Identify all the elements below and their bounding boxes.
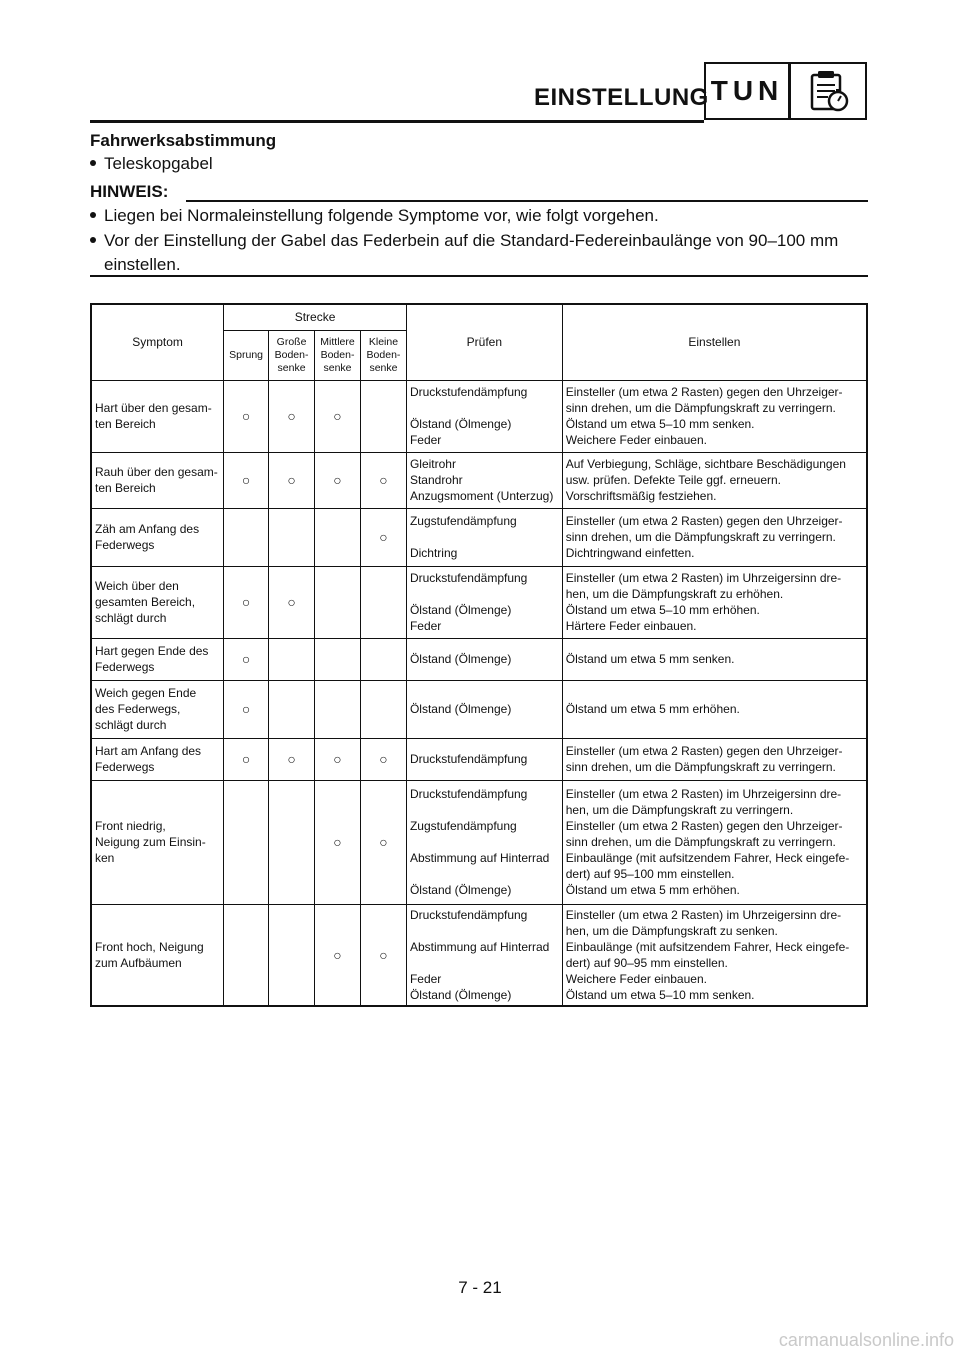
pruefen-cell: Druckstufendämpfung Ölstand (Ölmenge) Feder (406, 566, 562, 638)
symptom-cell: Front niedrig, Neigung zum Einsin- ken (91, 780, 224, 904)
strecke-mark-cell (224, 904, 269, 1006)
pruefen-cell: Ölstand (Ölmenge) (406, 680, 562, 738)
einstellen-cell: Ölstand um etwa 5 mm erhöhen. (562, 680, 867, 738)
strecke-mark-cell (224, 780, 269, 904)
symptom-cell: Weich über den gesamten Bereich, schlägt durch (91, 566, 224, 638)
strecke-mark-cell (224, 452, 269, 508)
strecke-mark-cell (224, 680, 269, 738)
tuning-table (90, 303, 868, 1007)
circle-mark-icon: ○ (379, 529, 388, 545)
circle-mark-icon: ○ (333, 408, 342, 424)
strecke-mark-cell (269, 738, 315, 780)
clipboard-stopwatch-icon-box (789, 62, 867, 120)
strecke-mark-cell (269, 566, 315, 638)
col-header-pruefen: Prüfen (406, 304, 562, 380)
strecke-mark-cell (361, 638, 407, 680)
strecke-mark-cell (224, 380, 269, 452)
strecke-mark-cell (315, 680, 361, 738)
table-row (91, 508, 867, 566)
strecke-mark-cell (315, 380, 361, 452)
symptom-cell: Front hoch, Neigung zum Aufbäumen (91, 904, 224, 1006)
einstellen-cell: Einsteller (um etwa 2 Rasten) im Uhrzeigersinn dre- hen, um die Dämpfungskraft zu verringern. Einsteller (um etwa 2 Rasten) gegen den Uhrzeiger- sinn drehen, um die Dämpfungskraft zu verringern. Einbaulänge (mit aufsitzendem Fahrer, Heck eingefe- dert) auf 95–100 mm einstellen. Ölstand um etwa 5 mm erhöhen. (562, 780, 867, 904)
strecke-mark-cell (269, 508, 315, 566)
circle-mark-icon: ○ (241, 651, 251, 667)
circle-mark-icon: ○ (379, 834, 388, 850)
note-item-text: Vor der Einstellung der Gabel das Federbein auf die Standard-Federeinbaulänge von 90–100 mm (104, 231, 839, 250)
symptom-cell: Hart über den gesam- ten Bereich (91, 380, 224, 452)
einstellen-cell: Ölstand um etwa 5 mm senken. (562, 638, 867, 680)
note-item-continuation: einstellen. (104, 255, 181, 274)
note-item-text: Liegen bei Normaleinstellung folgende Symptome vor, wie folgt vorgehen. (104, 206, 659, 225)
bullet-icon (90, 212, 96, 218)
page-number: 7 - 21 (458, 1278, 502, 1297)
footer-watermark: carmanualsonline.info (778, 1330, 954, 1350)
table-row (91, 780, 867, 904)
table-row (91, 566, 867, 638)
sub-header-grosse: Große Boden- senke (269, 330, 315, 380)
bullet-icon (90, 237, 96, 243)
circle-mark-icon: ○ (287, 408, 296, 424)
circle-mark-icon: ○ (333, 472, 342, 488)
strecke-mark-cell (361, 904, 407, 1006)
section-code: TUN (710, 75, 784, 106)
subtitle: Teleskopgabel (104, 154, 213, 173)
circle-mark-icon: ○ (333, 834, 342, 850)
col-header-strecke: Strecke (224, 304, 407, 330)
symptom-cell: Weich gegen Ende des Federwegs, schlägt durch (91, 680, 224, 738)
circle-mark-icon: ○ (241, 751, 251, 767)
strecke-mark-cell (361, 780, 407, 904)
einstellen-cell: Auf Verbiegung, Schläge, sichtbare Beschädigungen usw. prüfen. Defekte Teile ggf. erneuern. Vorschriftsmäßig festziehen. (562, 452, 867, 508)
strecke-mark-cell (269, 452, 315, 508)
clipboard-stopwatch-icon (806, 69, 850, 113)
col-header-einstellen: Einstellen (562, 304, 867, 380)
section-code-box (704, 62, 790, 120)
strecke-mark-cell (269, 904, 315, 1006)
strecke-mark-cell (315, 904, 361, 1006)
subtitle-bullet (90, 152, 213, 176)
header-rule (90, 120, 704, 123)
einstellen-cell: Einsteller (um etwa 2 Rasten) gegen den Uhrzeiger- sinn drehen, um die Dämpfungskraft zu verringern. (562, 738, 867, 780)
section-title: Fahrwerksabstimmung (90, 131, 277, 150)
note-item (90, 229, 838, 253)
circle-mark-icon: ○ (333, 751, 342, 767)
strecke-mark-cell (361, 680, 407, 738)
table-row (91, 904, 867, 1006)
strecke-mark-cell (315, 638, 361, 680)
strecke-mark-cell (361, 738, 407, 780)
circle-mark-icon: ○ (241, 701, 251, 717)
note-rule (186, 200, 868, 202)
strecke-mark-cell (315, 780, 361, 904)
einstellen-cell: Einsteller (um etwa 2 Rasten) im Uhrzeigersinn dre- hen, um die Dämpfungskraft zu senken. Einbaulänge (mit aufsitzendem Fahrer, Heck eingefe- dert) auf 90–95 mm einstellen. Weichere Feder einbauen. Ölstand um etwa 5–10 mm senken. (562, 904, 867, 1006)
symptom-cell: Hart gegen Ende des Federwegs (91, 638, 224, 680)
symptom-cell: Hart am Anfang des Federwegs (91, 738, 224, 780)
pruefen-cell: Druckstufendämpfung Ölstand (Ölmenge) Feder (406, 380, 562, 452)
circle-mark-icon: ○ (333, 946, 342, 963)
table-row (91, 452, 867, 508)
strecke-mark-cell (224, 508, 269, 566)
strecke-mark-cell (361, 452, 407, 508)
strecke-mark-cell (269, 780, 315, 904)
note-item (90, 204, 659, 228)
bullet-icon (90, 160, 96, 166)
pruefen-cell: Zugstufendämpfung Dichtring (406, 508, 562, 566)
strecke-mark-cell (224, 566, 269, 638)
table-row (91, 638, 867, 680)
strecke-mark-cell (224, 638, 269, 680)
sub-header-mittlere: Mittlere Boden- senke (315, 330, 361, 380)
circle-mark-icon: ○ (241, 408, 251, 424)
circle-mark-icon: ○ (241, 472, 251, 488)
strecke-mark-cell (361, 508, 407, 566)
strecke-mark-cell (269, 680, 315, 738)
sub-header-kleine: Kleine Boden- senke (361, 330, 407, 380)
pruefen-cell: Druckstufendämpfung Zugstufendämpfung Abstimmung auf Hinterrad Ölstand (Ölmenge) (406, 780, 562, 904)
einstellen-cell: Einsteller (um etwa 2 Rasten) gegen den Uhrzeiger- sinn drehen, um die Dämpfungskraft zu verringern. Dichtringwand einfetten. (562, 508, 867, 566)
strecke-mark-cell (315, 508, 361, 566)
note-bottom-rule (90, 275, 868, 277)
circle-mark-icon: ○ (241, 594, 251, 610)
symptom-cell: Zäh am Anfang des Federwegs (91, 508, 224, 566)
table-row (91, 738, 867, 780)
einstellen-cell: Einsteller (um etwa 2 Rasten) im Uhrzeigersinn dre- hen, um die Dämpfungskraft zu erhöhen. Ölstand um etwa 5–10 mm erhöhen. Härtere Feder einbauen. (562, 566, 867, 638)
pruefen-cell: Druckstufendämpfung (406, 738, 562, 780)
table-row (91, 680, 867, 738)
circle-mark-icon: ○ (379, 751, 388, 767)
circle-mark-icon: ○ (287, 472, 296, 488)
note-label: HINWEIS: (90, 182, 169, 201)
circle-mark-icon: ○ (287, 594, 296, 610)
symptom-cell: Rauh über den gesam- ten Bereich (91, 452, 224, 508)
header-title: EINSTELLUNG (534, 84, 709, 111)
strecke-mark-cell (269, 380, 315, 452)
table-body (91, 380, 867, 1006)
strecke-mark-cell (269, 638, 315, 680)
circle-mark-icon: ○ (379, 946, 388, 963)
strecke-mark-cell (361, 380, 407, 452)
col-header-symptom: Symptom (91, 304, 224, 380)
strecke-mark-cell (315, 566, 361, 638)
strecke-mark-cell (315, 452, 361, 508)
pruefen-cell: Ölstand (Ölmenge) (406, 638, 562, 680)
sub-header-sprung: Sprung (224, 330, 269, 380)
table-row (91, 380, 867, 452)
strecke-mark-cell (224, 738, 269, 780)
circle-mark-icon: ○ (379, 472, 388, 488)
strecke-mark-cell (315, 738, 361, 780)
pruefen-cell: Druckstufendämpfung Abstimmung auf Hinterrad Feder Ölstand (Ölmenge) (406, 904, 562, 1006)
circle-mark-icon: ○ (287, 751, 296, 767)
strecke-mark-cell (361, 566, 407, 638)
pruefen-cell: Gleitrohr Standrohr Anzugsmoment (Unterzug) (406, 452, 562, 508)
einstellen-cell: Einsteller (um etwa 2 Rasten) gegen den Uhrzeiger- sinn drehen, um die Dämpfungskraft zu verringern. Ölstand um etwa 5–10 mm senken. Weichere Feder einbauen. (562, 380, 867, 452)
